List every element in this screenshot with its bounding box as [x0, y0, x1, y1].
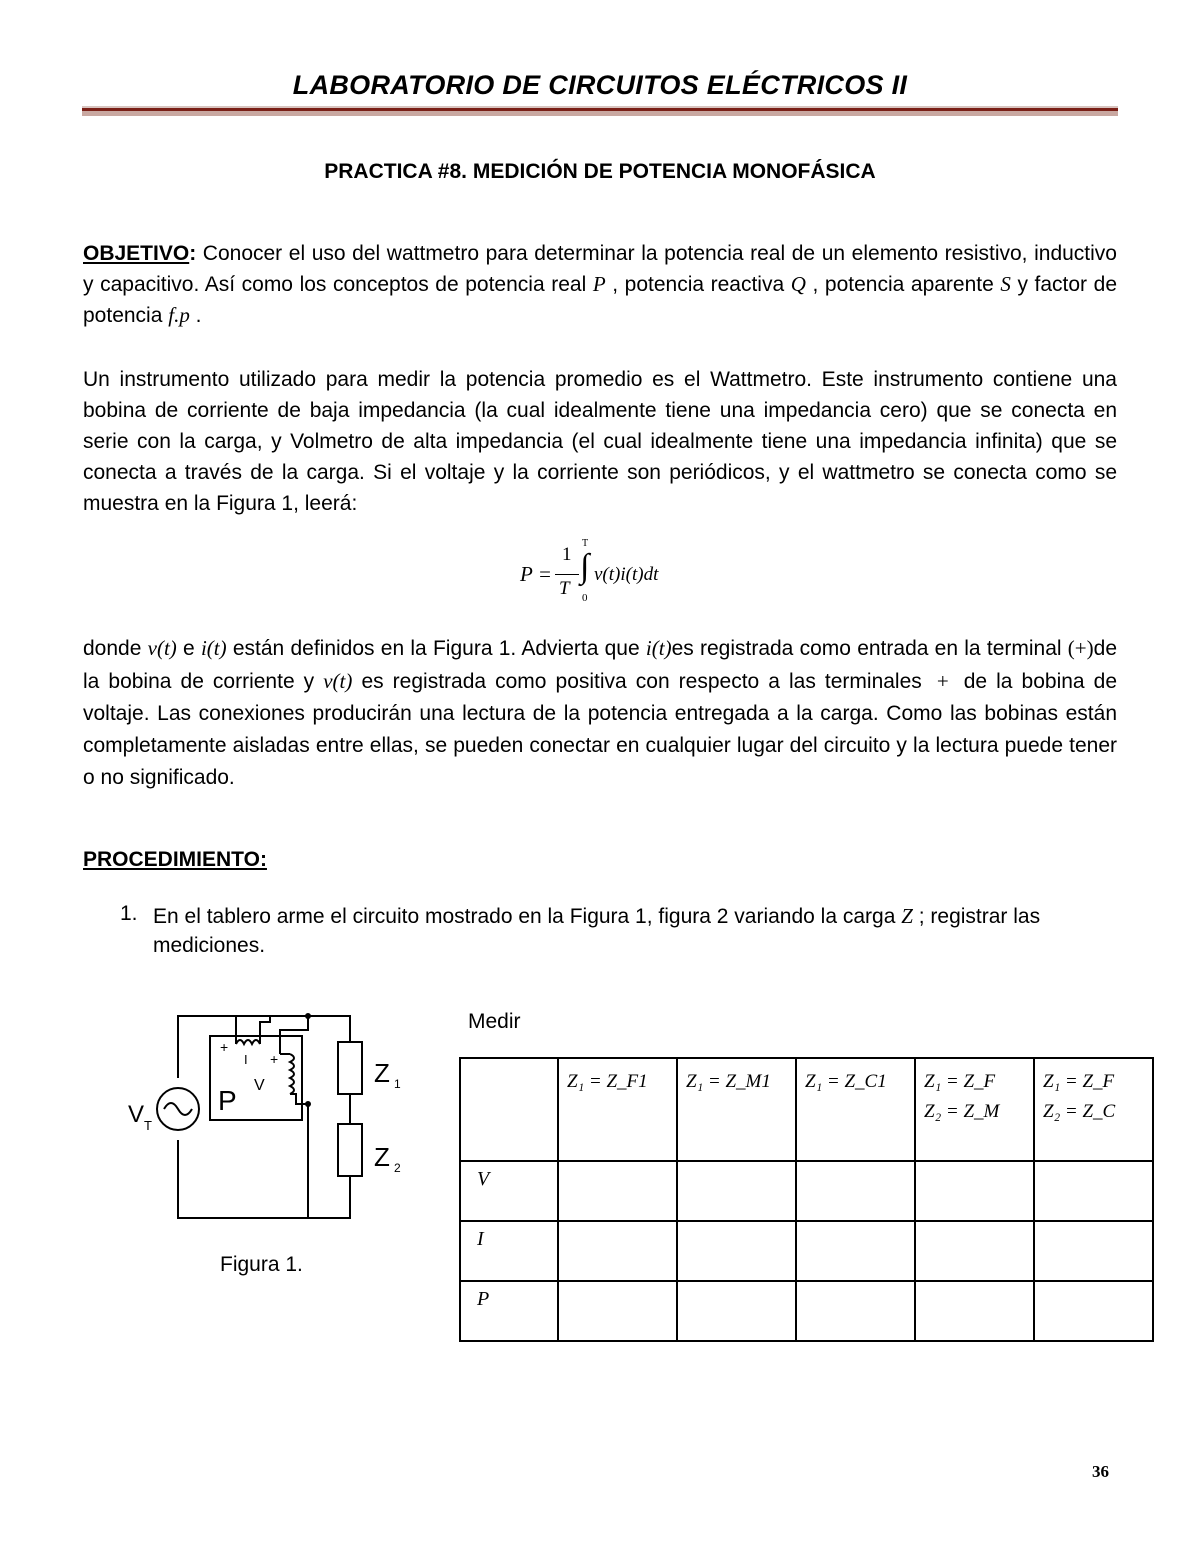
header-cell-zc1: Z₁ = Z_C1	[796, 1058, 915, 1161]
header-cell-zf-zc: Z₁ = Z_F Z₂ = Z_C	[1034, 1058, 1153, 1161]
list-item-number: 1.	[120, 902, 138, 925]
page-header-title: LABORATORIO DE CIRCUITOS ELÉCTRICOS II	[292, 70, 908, 100]
procedure-heading: PROCEDIMIENTO:	[83, 848, 267, 871]
table-title: Medir	[468, 1010, 521, 1033]
circuit-diagram	[120, 1000, 420, 1230]
svg-text:+: +	[220, 1039, 229, 1055]
table-row	[460, 1281, 1153, 1341]
svg-text:2: 2	[394, 1161, 401, 1175]
bottom-wire	[178, 1140, 350, 1218]
svg-text:T: T	[144, 1118, 152, 1133]
intro-paragraph: Un instrumento utilizado para medir la potencia promedio es el Wattmetro. Este instrumento contiene una bobina de corriente de baja impedancia (la cual idealmente tiene una impedancia cero) que se conecta en serie con la carga, y Volmetro de alta impedancia (el cual idealmente tiene una impedancia infinita) que se conecta a través de la carga. Si el voltaje y la corriente son periódicos, y el wattmetro se conecta como se muestra en la Figura 1, leerá:	[83, 368, 1117, 515]
z2-label: Z	[374, 1142, 390, 1172]
measurement-table	[459, 1057, 1154, 1342]
table-row	[460, 1221, 1153, 1281]
z1-label: Z	[374, 1058, 390, 1088]
svg-text:I: I	[244, 1052, 248, 1067]
fraction-bar	[555, 574, 579, 575]
explanation-paragraph: donde v(t) e i(t) están definidos en la Figura 1. Advierta que i(t)es registrada como entrada en la terminal (+)de la bobina de corriente y v(t) es registrada como positiva con respecto a las terminales + de la bobina de voltaje. Las conexiones producirán una lectura de la potencia entregada a la carga. Como las bobinas están completamente aisladas entre ellas, se pueden conectar en cualquier lugar del circuito y la lectura puede tener o no significado.	[83, 636, 1118, 789]
header-cell-zf1: Z₁ = Z_F1	[558, 1058, 677, 1161]
objective-label: OBJETIVO	[83, 242, 190, 265]
document-title: PRACTICA #8. MEDICIÓN DE POTENCIA MONOFÁSICA	[324, 160, 876, 183]
svg-text:V: V	[128, 1101, 145, 1128]
table-header-row	[460, 1058, 1153, 1161]
row-label-v: V	[460, 1161, 558, 1221]
row-label-p: P	[460, 1281, 558, 1341]
procedure-step-1: En el tablero arme el circuito mostrado en la Figura 1, figura 2 variando la carga Z ; registrar las mediciones.	[153, 904, 1041, 957]
wattmeter-label: P	[218, 1085, 237, 1116]
objective-paragraph: OBJETIVO: Conocer el uso del wattmetro para determinar la potencia real de un elemento resistivo, inductivo y capacitivo. Así como los conceptos de potencia real P , potencia reactiva Q , potencia aparente S y factor de potencia f.p .	[83, 242, 1117, 327]
junction-dot-mid	[305, 1101, 311, 1107]
z1-resistor	[338, 1042, 362, 1094]
table-row	[460, 1161, 1153, 1221]
integral-sign: ∫	[580, 548, 590, 585]
figure-caption: Figura 1.	[220, 1253, 303, 1276]
junction-dot-top	[305, 1013, 311, 1019]
svg-text:1: 1	[394, 1077, 401, 1091]
header-cell-zm1: Z₁ = Z_M1	[677, 1058, 796, 1161]
header-rule	[82, 106, 1118, 116]
row-label-i: I	[460, 1221, 558, 1281]
header-cell-zf-zm: Z₁ = Z_F Z₂ = Z_M	[915, 1058, 1034, 1161]
svg-text:+: +	[270, 1051, 279, 1067]
table-corner-cell	[460, 1058, 558, 1161]
z2-resistor	[338, 1124, 362, 1176]
page-number: 36	[1092, 1462, 1109, 1481]
svg-text:V: V	[254, 1077, 265, 1094]
power-formula: P = 1 T T ∫ 0 v(t)i(t)dt	[520, 538, 659, 604]
